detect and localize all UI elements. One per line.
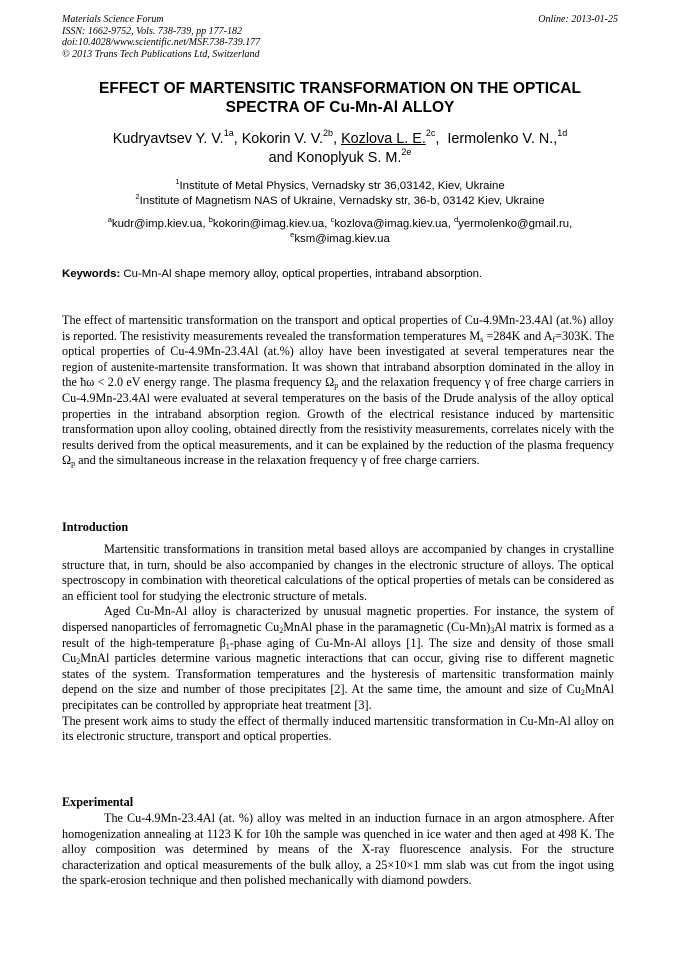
affiliations	[62, 179, 618, 209]
subscript: f	[552, 334, 556, 344]
author-list: Kudryavtsev Y. V.$^{1a}$, Kokorin V. V.$^{2b}$, Kozlova L. E.$^{2c}$, Iermolenko V. N.,$^{1d}$ and Konoplyuk S. M.$^{2e}$	[112, 128, 568, 166]
intro-paragraph-3: The present work aims to study the effect of thermally induced martensitic transformation in Cu-Mn-Al alloy on its electronic structure, transport and optical properties.	[62, 713, 614, 744]
affiliation-number: 1	[175, 177, 180, 186]
doi-line: doi:10.4028/www.scientific.net/MSF.738-739.177	[62, 37, 261, 48]
intro-paragraph-2	[62, 604, 614, 713]
subscript: 2	[76, 657, 81, 667]
paper-title	[62, 79, 618, 117]
abstract-paragraph	[62, 313, 614, 469]
journal-name: Materials Science Forum	[62, 14, 164, 25]
section-heading-introduction: Introduction	[62, 520, 129, 534]
intro-text: MnAl precipitates can be controlled by appropriate heat treatment [3].	[62, 682, 614, 712]
journal-header	[62, 14, 618, 60]
email-mark: c	[330, 215, 335, 224]
email-address: kozlova@imag.kiev.ua,	[334, 218, 451, 230]
affiliation-1	[62, 179, 618, 194]
title-line-2: SPECTRA OF Cu-Mn-Al ALLOY	[225, 99, 455, 116]
intro-paragraph-1: Martensitic transformations in transition metal based alloys are accompanied by changes in crystalline structure that, in turn, should be also accompanied by changes in the electronic structure of alloys. The optical spectroscopy in combination with theoretical calculations of the optical properties of metals can be considered as an efficient tool for studying the electronic structure of metals.	[62, 542, 614, 603]
email-address: kokorin@imag.kiev.ua,	[212, 218, 328, 230]
email-mark: d	[453, 215, 459, 224]
intro-text: MnAl phase in the paramagnetic (Cu-Mn)	[283, 619, 491, 634]
author-conjunction: and	[268, 150, 293, 166]
abstract	[62, 313, 614, 469]
subscript: s	[480, 334, 484, 344]
copyright-line: © 2013 Trans Tech Publications Ltd, Switzerland	[62, 48, 260, 60]
issn-line: ISSN: 1662-9752, Vols. 738-739, pp 177-182	[62, 25, 242, 37]
author-affil-mark: 2e	[401, 147, 412, 157]
email-mark: e	[290, 230, 295, 239]
affiliation-text: Institute of Metal Physics, Vernadsky str 36,03142, Kiev, Ukraine	[179, 180, 505, 192]
keywords-text: Cu-Mn-Al shape memory alloy, optical properties, intraband absorption.	[123, 268, 483, 280]
author-name: Kudryavtsev Y. V.	[112, 131, 224, 147]
affiliation-2	[62, 194, 618, 209]
email-address: kudr@imp.kiev.ua,	[111, 218, 206, 230]
author-affil-mark: 1d	[557, 128, 568, 138]
subscript: 2	[580, 688, 585, 698]
abstract-text: and the relaxation frequency γ of free charge carriers in Cu-4.9Mn-23.4Al were evaluated at several temperatures on the basis of the Drude analysis of the alloy optical properties in the intraband absorption region. Growth of the electrical resistance induced by martensitic transformation upon alloy cooling, obtained directly from the resistivity measurements, correlates nicely with the results derived from the optical measurements, and it can be explained by the reduction of the plasma frequency Ω	[62, 375, 615, 468]
title-line-1: EFFECT OF MARTENSITIC TRANSFORMATION ON THE OPTICAL	[99, 80, 581, 97]
affiliation-number: 2	[135, 192, 140, 201]
subscript: 1	[225, 641, 230, 651]
experimental-section	[62, 811, 614, 889]
affiliation-text: Institute of Magnetism NAS of Ukraine, Vernadsky str, 36-b, 03142 Kiev, Ukraine	[139, 195, 545, 207]
subscript: 2	[279, 625, 284, 635]
intro-text: -phase aging of Cu-Mn-Al alloys [1]. The size and density of those small Cu	[62, 635, 614, 666]
online-date: Online: 2013-01-25	[538, 14, 618, 25]
introduction-section	[62, 542, 614, 745]
author-name: Kokorin V. V.	[241, 131, 324, 147]
email-mark: a	[107, 215, 112, 224]
intro-text: Aged Cu-Mn-Al alloy is characterized by unusual magnetic properties. For instance, the system of dispersed nanoparticles of ferromagnetic Cu	[62, 604, 614, 634]
author-affil-mark: 2b	[323, 128, 334, 138]
abstract-text: and the simultaneous increase in the relaxation frequency γ of free charge carriers.	[75, 453, 480, 468]
author-name: Konoplyuk S. M.	[296, 150, 402, 166]
intro-text: MnAl particles determine various magnetic interactions that can occur, giving rise to different magnetic states of the system. Transformation temperatures and the hysteresis of martensitic transformation mainly depend on the size and number of those precipitates [2]. At the same time, the amount and size of Cu	[62, 651, 614, 697]
subscript: 3	[490, 625, 495, 635]
author-affil-mark: 2c	[425, 128, 436, 138]
section-heading-experimental: Experimental	[62, 795, 134, 809]
email-address: ksm@imag.kiev.ua	[294, 233, 390, 245]
author-emails	[62, 217, 618, 247]
subscript: p	[71, 459, 76, 469]
corresponding-author-name: Kozlova L. E.	[341, 131, 426, 147]
intro-text: Al matrix is formed as a result of the high-temperature β	[62, 619, 614, 650]
abstract-text: =284K and A	[483, 328, 553, 343]
email-address: yermolenko@gmail.ru,	[458, 218, 573, 230]
abstract-text: The effect of martensitic transformation on the transport and optical properties of Cu-4.9Mn-23.4Al (at.%) alloy is reported. The resistivity measurements revealed the transformation temperatures M	[62, 313, 614, 343]
keywords	[62, 267, 618, 281]
subscript: p	[334, 381, 339, 391]
author-name: Iermolenko V. N.,	[447, 131, 558, 147]
email-mark: b	[208, 215, 213, 224]
keywords-label: Keywords:	[62, 268, 121, 280]
abstract-text: =303K. The optical properties of Cu-4.9Mn-23.4Al (at.%) alloy have been investigated at several temperatures near the region of austenite-martensite transformation. It was shown that intraband absorption dominated in the alloy in the ħω < 2.0 eV energy range. The plasma frequency Ω	[62, 328, 615, 390]
experimental-paragraph-1: The Cu-4.9Mn-23.4Al (at. %) alloy was melted in an induction furnace in an argon atmosphere. After homogenization annealing at 1123 K for 10h the sample was quenched in ice water and then aged at 498 K. The alloy composition was determined by means of the X-ray fluorescence analysis. For the structure characterization and optical measurements of the bulk alloy, a 25×10×1 mm slab was cut from the ingot using the spark-erosion technique and then polished mechanically with diamond powders.	[62, 811, 614, 888]
author-affil-mark: 1a	[223, 128, 234, 138]
